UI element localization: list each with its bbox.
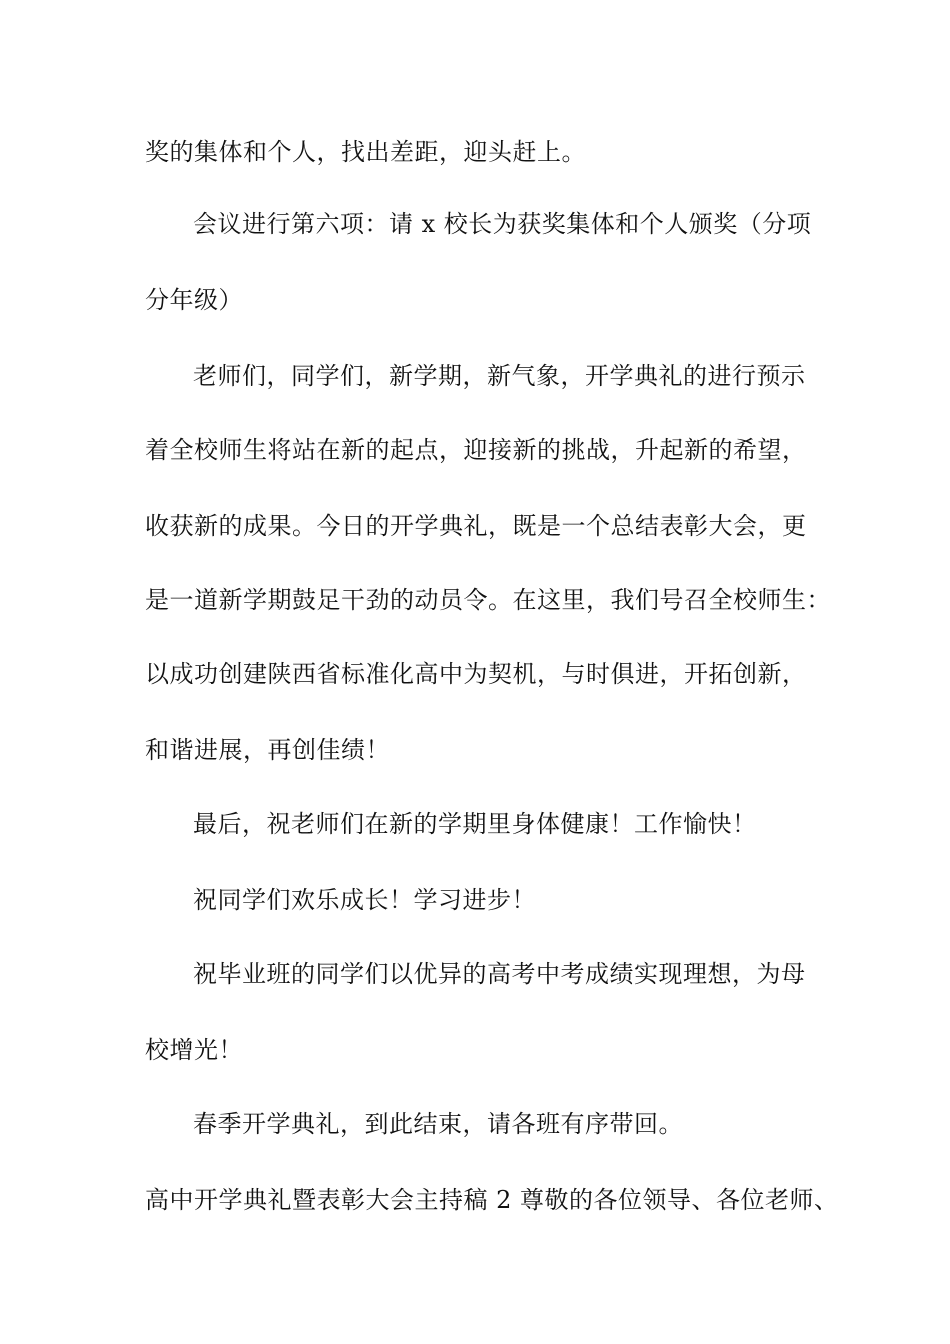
paragraph-line: 祝毕业班的同学们以优异的高考中考成绩实现理想，为母: [193, 960, 806, 988]
text-line: 收获新的成果。今日的开学典礼，既是一个总结表彰大会，更: [145, 512, 807, 540]
paragraph-line: 最后，祝老师们在新的学期里身体健康！工作愉快！: [193, 810, 757, 838]
text-line: 高中开学典礼暨表彰大会主持稿 2 尊敬的各位领导、各位老师、: [145, 1186, 839, 1214]
text-line: 和谐进展，再创佳绩！: [145, 736, 390, 764]
text-line: 着全校师生将站在新的起点，迎接新的挑战，升起新的希望，: [145, 436, 807, 464]
text-line: 是一道新学期鼓足干劲的动员令。在这里，我们号召全校师生：: [145, 586, 831, 614]
text-line: 以成功创建陕西省标准化高中为契机，与时俱进，开拓创新，: [145, 660, 807, 688]
paragraph-line: 老师们，同学们，新学期，新气象，开学典礼的进行预示: [193, 362, 806, 390]
paragraph-line: 会议进行第六项：请 x 校长为获奖集体和个人颁奖（分项: [193, 210, 812, 238]
paragraph-line: 祝同学们欢乐成长！学习进步！: [193, 886, 536, 914]
paragraph-line: 春季开学典礼，到此结束，请各班有序带回。: [193, 1110, 683, 1138]
text-line: 奖的集体和个人，找出差距，迎头赶上。: [145, 138, 586, 166]
text-line: 分年级）: [145, 286, 243, 314]
text-line: 校增光！: [145, 1036, 243, 1064]
